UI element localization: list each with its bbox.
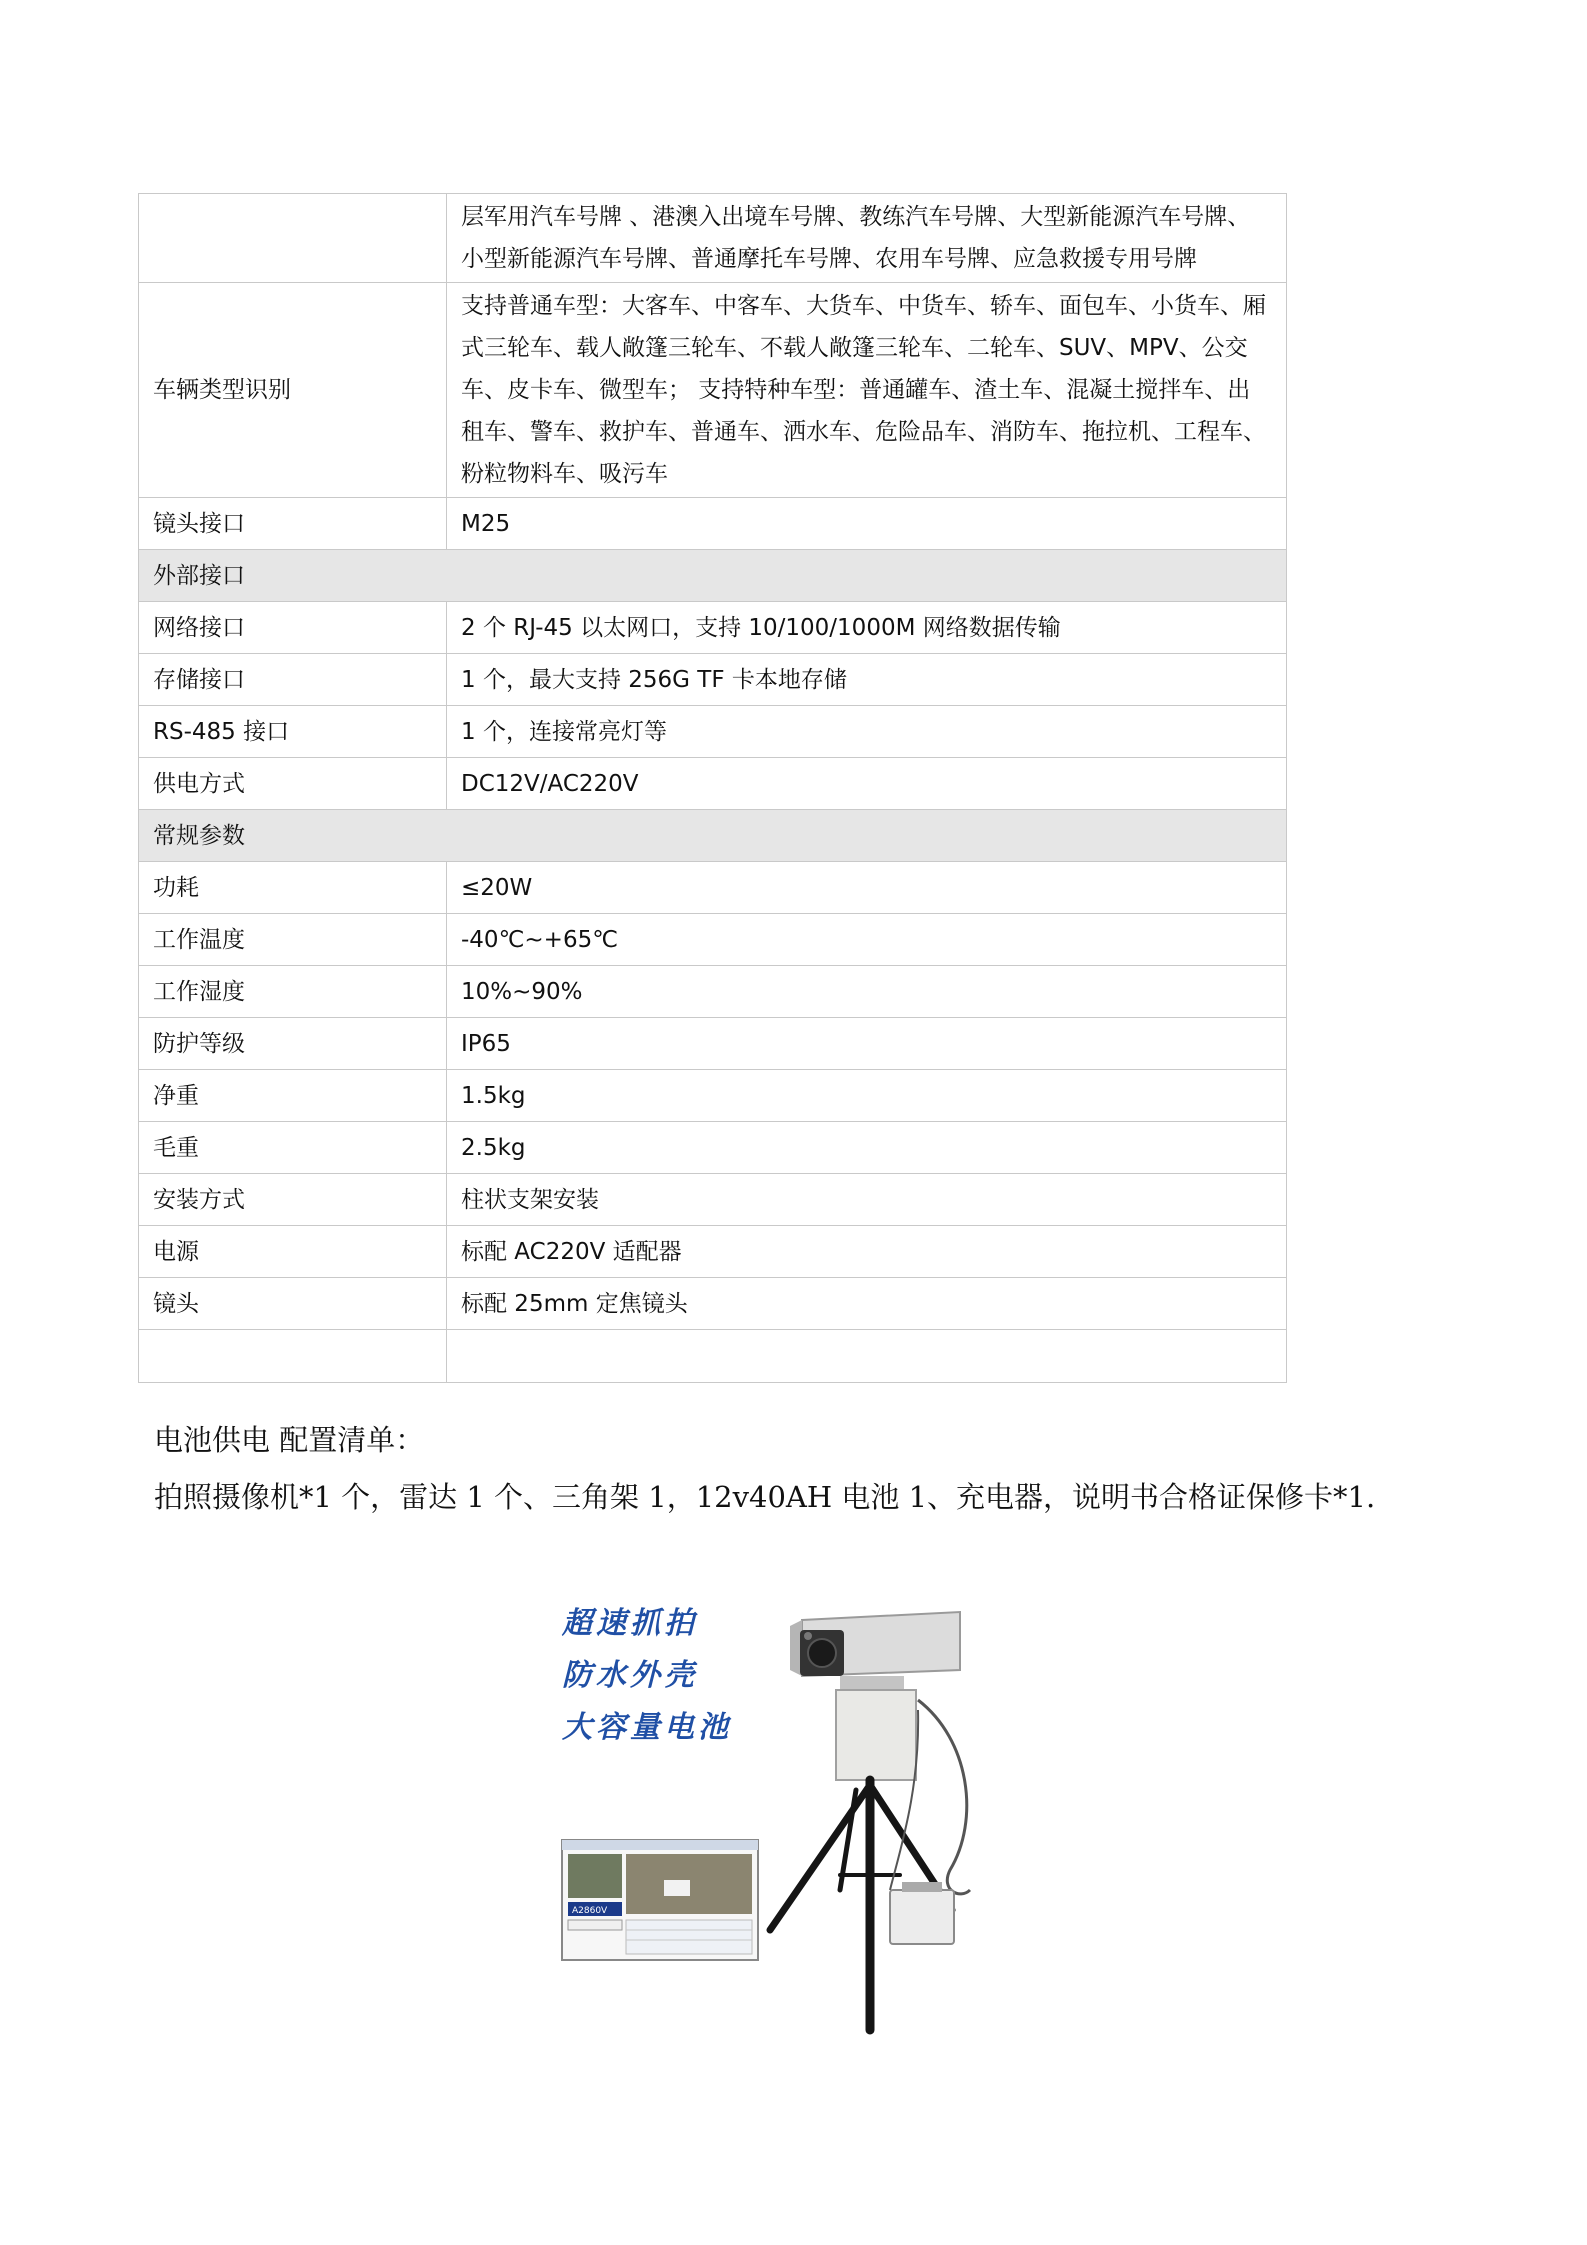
spec-value: 1 个，连接常亮灯等 [447, 706, 1287, 758]
spec-value: ≤20W [447, 862, 1287, 914]
spec-label: 电源 [139, 1226, 447, 1278]
table-row [139, 1018, 1287, 1070]
spec-label: 安装方式 [139, 1174, 447, 1226]
spec-label: 镜头接口 [139, 498, 447, 550]
section-label: 外部接口 [139, 550, 1287, 602]
spec-value [447, 1330, 1287, 1383]
battery-icon [890, 1882, 954, 1944]
spec-label: 工作湿度 [139, 966, 447, 1018]
spec-label: 功耗 [139, 862, 447, 914]
table-row [139, 654, 1287, 706]
product-image [540, 1590, 1060, 2050]
section-label: 常规参数 [139, 810, 1287, 862]
spec-label: 存储接口 [139, 654, 447, 706]
spec-label: 防护等级 [139, 1018, 447, 1070]
spec-value: 层军用汽车号牌 、港澳入出境车号牌、教练汽车号牌、大型新能源汽车号牌、小型新能源汽车号牌、普通摩托车号牌、农用车号牌、应急救援专用号牌 [447, 194, 1287, 283]
spec-table [138, 193, 1287, 1383]
table-row [139, 602, 1287, 654]
section-row [139, 810, 1287, 862]
table-row [139, 194, 1287, 283]
spec-value: DC12V/AC220V [447, 758, 1287, 810]
spec-label [139, 1330, 447, 1383]
feature-3: 大容量电池 [562, 1710, 732, 1745]
table-row [139, 283, 1287, 498]
table-row [139, 498, 1287, 550]
table-row [139, 1174, 1287, 1226]
table-row [139, 862, 1287, 914]
spec-label: 供电方式 [139, 758, 447, 810]
software-screenshot-icon [562, 1840, 758, 1960]
spec-value: 2 个 RJ-45 以太网口，支持 10/100/1000M 网络数据传输 [447, 602, 1287, 654]
spec-value: 支持普通车型：大客车、中客车、大货车、中货车、轿车、面包车、小货车、厢式三轮车、载人敞篷三轮车、不载人敞篷三轮车、二轮车、SUV、MPV、公交车、皮卡车、微型车； 支持特种车型：普通罐车、渣土车、混凝土搅拌车、出租车、警车、救护车、普通车、洒水车、危险品车、消防车、拖拉机、工程车、粉粒物料车、吸污车 [447, 283, 1287, 498]
spec-label: 车辆类型识别 [139, 283, 447, 498]
spec-value: 1 个，最大支持 256G TF 卡本地存储 [447, 654, 1287, 706]
table-row [139, 1226, 1287, 1278]
feature-2: 防水外壳 [562, 1658, 698, 1693]
spec-label: 网络接口 [139, 602, 447, 654]
spec-label: 工作温度 [139, 914, 447, 966]
spec-label: RS-485 接口 [139, 706, 447, 758]
table-row [139, 1330, 1287, 1383]
spec-value: -40℃~+65℃ [447, 914, 1287, 966]
table-row [139, 914, 1287, 966]
spec-value: M25 [447, 498, 1287, 550]
spec-value: 10%~90% [447, 966, 1287, 1018]
section-row [139, 550, 1287, 602]
spec-label: 毛重 [139, 1122, 447, 1174]
table-row [139, 966, 1287, 1018]
camera-icon [790, 1612, 960, 1690]
table-row [139, 706, 1287, 758]
config-title: 电池供电 配置清单： [154, 1423, 425, 1457]
spec-label: 镜头 [139, 1278, 447, 1330]
table-row [139, 758, 1287, 810]
table-row [139, 1278, 1287, 1330]
spec-value: 标配 25mm 定焦镜头 [447, 1278, 1287, 1330]
spec-value: IP65 [447, 1018, 1287, 1070]
spec-value: 柱状支架安装 [447, 1174, 1287, 1226]
spec-label [139, 194, 447, 283]
spec-table-body [139, 194, 1287, 1383]
radar-icon [836, 1690, 916, 1780]
plate-text: A2860V [572, 1906, 608, 1916]
table-row [139, 1070, 1287, 1122]
spec-value: 2.5kg [447, 1122, 1287, 1174]
spec-label: 净重 [139, 1070, 447, 1122]
feature-1: 超速抓拍 [562, 1606, 698, 1641]
spec-value: 标配 AC220V 适配器 [447, 1226, 1287, 1278]
table-row [139, 1122, 1287, 1174]
config-items: 拍照摄像机*1 个，雷达 1 个、三角架 1，12v40AH 电池 1、充电器，说明书合格证保修卡*1. [154, 1480, 1376, 1514]
spec-value: 1.5kg [447, 1070, 1287, 1122]
camera-tripod-illustration [540, 1590, 1060, 2050]
